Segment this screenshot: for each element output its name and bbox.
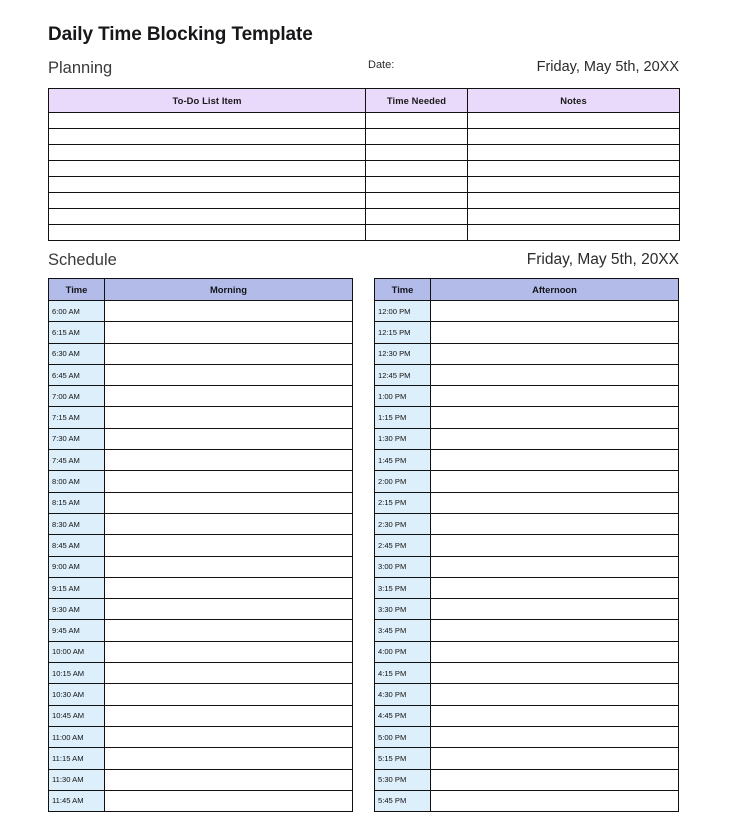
afternoon-row-entry-cell[interactable]	[431, 492, 679, 513]
morning-row	[49, 641, 353, 662]
morning-row-entry-cell[interactable]	[105, 492, 353, 513]
afternoon-row-entry-cell[interactable]	[431, 705, 679, 726]
planning-cell-time[interactable]	[366, 225, 468, 241]
afternoon-row-time-cell: 3:15 PM	[375, 577, 431, 598]
afternoon-row-entry-cell[interactable]	[431, 641, 679, 662]
morning-row	[49, 620, 353, 641]
morning-row	[49, 492, 353, 513]
planning-cell-notes[interactable]	[468, 129, 680, 145]
morning-row-time-cell: 6:45 AM	[49, 364, 105, 385]
morning-row-time-cell: 7:15 AM	[49, 407, 105, 428]
morning-row	[49, 705, 353, 726]
morning-row-entry-cell[interactable]	[105, 790, 353, 811]
afternoon-row	[375, 599, 679, 620]
planning-cell-todo[interactable]	[49, 129, 366, 145]
afternoon-column-header-label: Afternoon	[431, 279, 679, 301]
morning-row-entry-cell[interactable]	[105, 641, 353, 662]
morning-row-time-cell: 9:15 AM	[49, 577, 105, 598]
planning-table	[48, 88, 680, 241]
afternoon-row-entry-cell[interactable]	[431, 513, 679, 534]
morning-row	[49, 599, 353, 620]
morning-row-time-cell: 10:30 AM	[49, 684, 105, 705]
morning-row-time-cell: 6:15 AM	[49, 322, 105, 343]
afternoon-row	[375, 407, 679, 428]
planning-cell-notes[interactable]	[468, 225, 680, 241]
morning-row-time-cell: 6:30 AM	[49, 343, 105, 364]
morning-row	[49, 407, 353, 428]
morning-row	[49, 577, 353, 598]
afternoon-row-time-cell: 2:30 PM	[375, 513, 431, 534]
planning-table-body	[49, 113, 680, 241]
afternoon-row-entry-cell[interactable]	[431, 322, 679, 343]
morning-row-entry-cell[interactable]	[105, 301, 353, 322]
table-row	[49, 145, 680, 161]
morning-row-entry-cell[interactable]	[105, 684, 353, 705]
afternoon-row-time-cell: 12:00 PM	[375, 301, 431, 322]
morning-row	[49, 343, 353, 364]
afternoon-row-time-cell: 1:00 PM	[375, 386, 431, 407]
afternoon-column-header-time: Time	[375, 279, 431, 301]
afternoon-row	[375, 535, 679, 556]
planning-cell-todo[interactable]	[49, 209, 366, 225]
planning-column-header-time-needed: Time Needed	[366, 89, 468, 113]
afternoon-row	[375, 386, 679, 407]
morning-row-entry-cell[interactable]	[105, 322, 353, 343]
morning-row-entry-cell[interactable]	[105, 769, 353, 790]
planning-cell-todo[interactable]	[49, 113, 366, 129]
planning-cell-notes[interactable]	[468, 209, 680, 225]
morning-row-entry-cell[interactable]	[105, 386, 353, 407]
afternoon-row-entry-cell[interactable]	[431, 450, 679, 471]
afternoon-row-time-cell: 5:30 PM	[375, 769, 431, 790]
morning-row-time-cell: 9:30 AM	[49, 599, 105, 620]
planning-date-value[interactable]: Friday, May 5th, 20XX	[536, 59, 679, 75]
afternoon-row	[375, 620, 679, 641]
afternoon-row	[375, 577, 679, 598]
afternoon-row-time-cell: 5:15 PM	[375, 748, 431, 769]
morning-row	[49, 556, 353, 577]
schedule-section-header	[48, 251, 679, 273]
morning-row	[49, 364, 353, 385]
afternoon-row-time-cell: 1:15 PM	[375, 407, 431, 428]
morning-row	[49, 769, 353, 790]
morning-row	[49, 513, 353, 534]
morning-row	[49, 471, 353, 492]
afternoon-row-time-cell: 4:45 PM	[375, 705, 431, 726]
afternoon-row-time-cell: 5:45 PM	[375, 790, 431, 811]
morning-row	[49, 428, 353, 449]
morning-row-time-cell: 11:45 AM	[49, 790, 105, 811]
morning-row-time-cell: 10:15 AM	[49, 663, 105, 684]
table-row	[49, 113, 680, 129]
planning-cell-todo[interactable]	[49, 145, 366, 161]
morning-row	[49, 322, 353, 343]
afternoon-row-time-cell: 4:00 PM	[375, 641, 431, 662]
planning-section-header	[48, 59, 679, 81]
schedule-date-value[interactable]: Friday, May 5th, 20XX	[526, 251, 679, 268]
afternoon-row-entry-cell[interactable]	[431, 577, 679, 598]
morning-row-time-cell: 7:30 AM	[49, 428, 105, 449]
morning-table-body	[49, 301, 353, 812]
morning-row-time-cell: 7:45 AM	[49, 450, 105, 471]
morning-row-time-cell: 6:00 AM	[49, 301, 105, 322]
planning-date-label: Date:	[368, 59, 395, 71]
afternoon-row-time-cell: 3:45 PM	[375, 620, 431, 641]
morning-row-time-cell: 8:00 AM	[49, 471, 105, 492]
planning-cell-todo[interactable]	[49, 177, 366, 193]
morning-row-entry-cell[interactable]	[105, 726, 353, 747]
afternoon-row-entry-cell[interactable]	[431, 535, 679, 556]
morning-row-time-cell: 8:30 AM	[49, 513, 105, 534]
afternoon-row	[375, 301, 679, 322]
planning-header-row	[49, 89, 680, 113]
morning-row-time-cell: 8:15 AM	[49, 492, 105, 513]
afternoon-row-time-cell: 12:15 PM	[375, 322, 431, 343]
morning-row-entry-cell[interactable]	[105, 513, 353, 534]
morning-row	[49, 386, 353, 407]
afternoon-row	[375, 471, 679, 492]
table-row	[49, 209, 680, 225]
morning-row-entry-cell[interactable]	[105, 663, 353, 684]
afternoon-row	[375, 322, 679, 343]
afternoon-row	[375, 705, 679, 726]
afternoon-row-time-cell: 12:45 PM	[375, 364, 431, 385]
morning-row-entry-cell[interactable]	[105, 748, 353, 769]
planning-cell-notes[interactable]	[468, 193, 680, 209]
afternoon-row-entry-cell[interactable]	[431, 386, 679, 407]
morning-row-time-cell: 11:15 AM	[49, 748, 105, 769]
morning-row-entry-cell[interactable]	[105, 407, 353, 428]
afternoon-row-entry-cell[interactable]	[431, 769, 679, 790]
morning-row-entry-cell[interactable]	[105, 705, 353, 726]
afternoon-row	[375, 726, 679, 747]
planning-cell-time[interactable]	[366, 177, 468, 193]
planning-cell-notes[interactable]	[468, 161, 680, 177]
afternoon-row-entry-cell[interactable]	[431, 748, 679, 769]
schedule-section-label: Schedule	[48, 251, 117, 269]
afternoon-row	[375, 684, 679, 705]
afternoon-row-entry-cell[interactable]	[431, 790, 679, 811]
table-row	[49, 193, 680, 209]
page-title: Daily Time Blocking Template	[48, 24, 313, 45]
afternoon-row-entry-cell[interactable]	[431, 301, 679, 322]
afternoon-row-entry-cell[interactable]	[431, 620, 679, 641]
planning-section-label: Planning	[48, 59, 113, 77]
morning-row	[49, 748, 353, 769]
afternoon-row-entry-cell[interactable]	[431, 343, 679, 364]
afternoon-row-entry-cell[interactable]	[431, 726, 679, 747]
afternoon-row-time-cell: 3:00 PM	[375, 556, 431, 577]
morning-row-entry-cell[interactable]	[105, 343, 353, 364]
afternoon-row-time-cell: 4:30 PM	[375, 684, 431, 705]
planning-cell-notes[interactable]	[468, 177, 680, 193]
morning-row	[49, 301, 353, 322]
afternoon-row-entry-cell[interactable]	[431, 684, 679, 705]
afternoon-row	[375, 492, 679, 513]
morning-row-entry-cell[interactable]	[105, 471, 353, 492]
morning-row-time-cell: 11:00 AM	[49, 726, 105, 747]
afternoon-row	[375, 769, 679, 790]
table-row	[49, 177, 680, 193]
afternoon-row-entry-cell[interactable]	[431, 407, 679, 428]
afternoon-row-time-cell: 2:45 PM	[375, 535, 431, 556]
morning-row-entry-cell[interactable]	[105, 599, 353, 620]
morning-row-time-cell: 9:45 AM	[49, 620, 105, 641]
morning-row-entry-cell[interactable]	[105, 577, 353, 598]
planning-cell-todo[interactable]	[49, 193, 366, 209]
morning-row-time-cell: 11:30 AM	[49, 769, 105, 790]
afternoon-row-time-cell: 12:30 PM	[375, 343, 431, 364]
morning-row	[49, 450, 353, 471]
table-row	[49, 161, 680, 177]
afternoon-row	[375, 641, 679, 662]
planning-cell-time[interactable]	[366, 161, 468, 177]
table-row	[49, 129, 680, 145]
afternoon-row-entry-cell[interactable]	[431, 599, 679, 620]
morning-row-time-cell: 10:00 AM	[49, 641, 105, 662]
afternoon-row-entry-cell[interactable]	[431, 663, 679, 684]
morning-row	[49, 790, 353, 811]
morning-row-entry-cell[interactable]	[105, 535, 353, 556]
afternoon-row	[375, 450, 679, 471]
planning-cell-time[interactable]	[366, 209, 468, 225]
afternoon-row	[375, 343, 679, 364]
morning-row-entry-cell[interactable]	[105, 364, 353, 385]
morning-row-entry-cell[interactable]	[105, 620, 353, 641]
morning-row	[49, 684, 353, 705]
afternoon-row-time-cell: 2:00 PM	[375, 471, 431, 492]
planning-column-header-todo: To-Do List Item	[49, 89, 366, 113]
afternoon-row-time-cell: 2:15 PM	[375, 492, 431, 513]
afternoon-row-time-cell: 3:30 PM	[375, 599, 431, 620]
schedule-tables-wrapper	[48, 278, 679, 812]
morning-row-entry-cell[interactable]	[105, 428, 353, 449]
afternoon-header-row	[375, 279, 679, 301]
afternoon-schedule-table	[374, 278, 679, 812]
afternoon-row-entry-cell[interactable]	[431, 471, 679, 492]
morning-row-time-cell: 9:00 AM	[49, 556, 105, 577]
afternoon-row-time-cell: 5:00 PM	[375, 726, 431, 747]
afternoon-row-time-cell: 1:45 PM	[375, 450, 431, 471]
planning-cell-todo[interactable]	[49, 225, 366, 241]
afternoon-row	[375, 790, 679, 811]
planning-cell-notes[interactable]	[468, 113, 680, 129]
morning-row-time-cell: 10:45 AM	[49, 705, 105, 726]
afternoon-row-entry-cell[interactable]	[431, 364, 679, 385]
morning-header-row	[49, 279, 353, 301]
morning-column-header-label: Morning	[105, 279, 353, 301]
table-row	[49, 225, 680, 241]
afternoon-row	[375, 556, 679, 577]
afternoon-row	[375, 428, 679, 449]
planning-cell-time[interactable]	[366, 193, 468, 209]
planning-cell-time[interactable]	[366, 129, 468, 145]
morning-row-entry-cell[interactable]	[105, 450, 353, 471]
afternoon-row	[375, 663, 679, 684]
planning-cell-time[interactable]	[366, 145, 468, 161]
afternoon-table-body	[375, 301, 679, 812]
morning-row-entry-cell[interactable]	[105, 556, 353, 577]
morning-schedule-table	[48, 278, 353, 812]
planning-cell-todo[interactable]	[49, 161, 366, 177]
planning-cell-time[interactable]	[366, 113, 468, 129]
afternoon-row-time-cell: 4:15 PM	[375, 663, 431, 684]
morning-row	[49, 535, 353, 556]
afternoon-row	[375, 748, 679, 769]
afternoon-row	[375, 513, 679, 534]
morning-column-header-time: Time	[49, 279, 105, 301]
morning-row-time-cell: 7:00 AM	[49, 386, 105, 407]
afternoon-row-entry-cell[interactable]	[431, 428, 679, 449]
morning-row	[49, 726, 353, 747]
planning-cell-notes[interactable]	[468, 145, 680, 161]
afternoon-row-entry-cell[interactable]	[431, 556, 679, 577]
afternoon-row	[375, 364, 679, 385]
planning-column-header-notes: Notes	[468, 89, 680, 113]
morning-row-time-cell: 8:45 AM	[49, 535, 105, 556]
morning-row	[49, 663, 353, 684]
afternoon-row-time-cell: 1:30 PM	[375, 428, 431, 449]
